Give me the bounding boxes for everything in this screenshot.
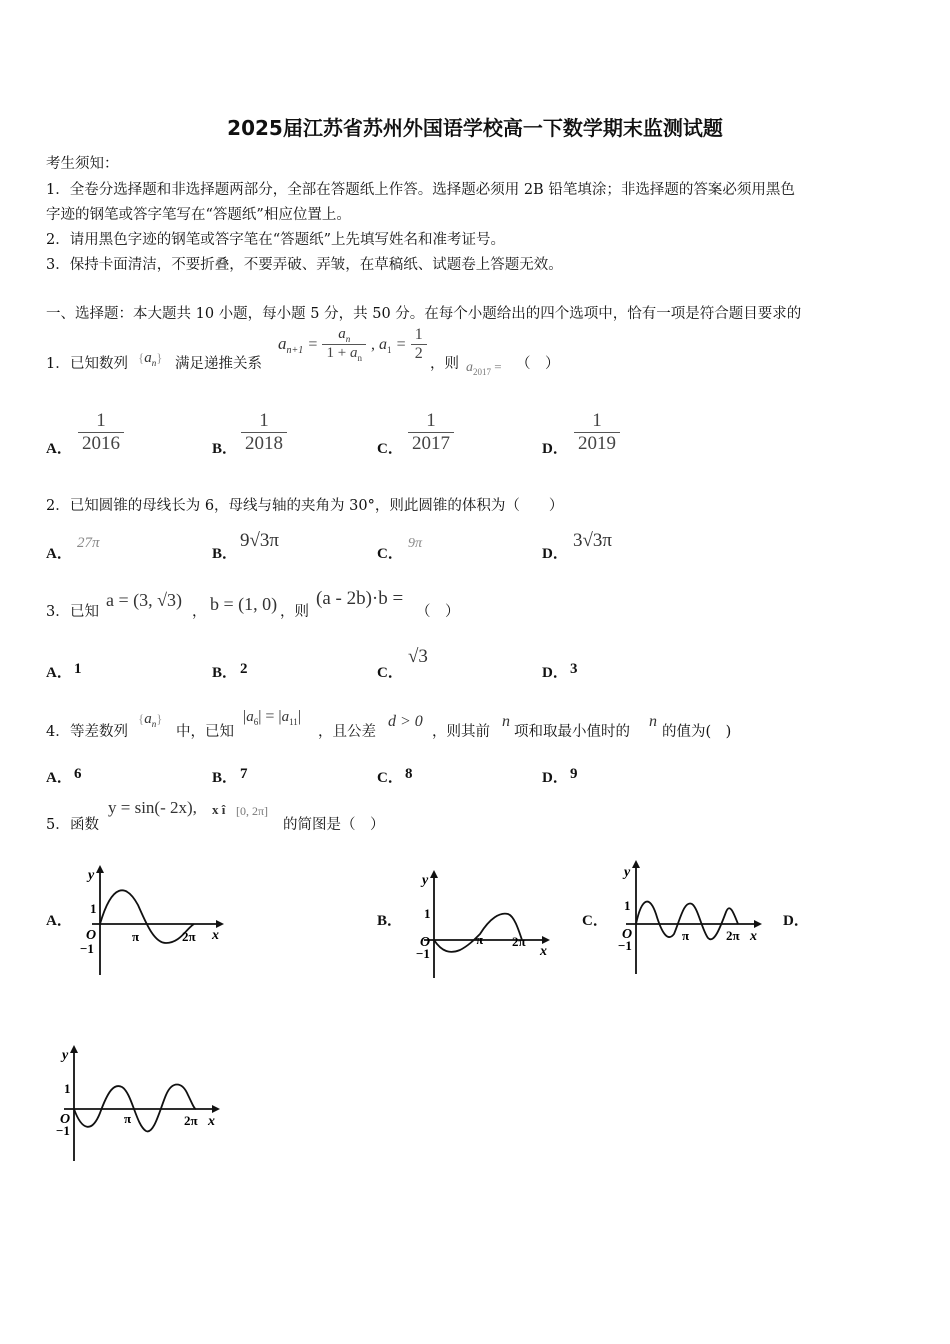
graph-c-y-label: y <box>624 865 631 880</box>
graph-d-pi-label: π <box>124 1111 132 1126</box>
graph-d-one-label: 1 <box>64 1081 71 1096</box>
q5-graph-d[interactable] <box>54 1043 224 1161</box>
graph-d-x-label: x <box>208 1114 215 1129</box>
graph-d-y-label: y <box>62 1048 69 1063</box>
q1-text-1: 已知数列 <box>70 356 128 372</box>
page-title: 2025届江苏省苏州外国语学校高一下数学期末监测试题 <box>227 116 723 140</box>
q1-blank: （ ） <box>516 356 560 372</box>
q3-vector-b: b = (1, 0) <box>210 594 278 614</box>
q3-option-a-label[interactable]: A． <box>46 665 72 681</box>
q1-option-d-label[interactable]: D． <box>542 441 568 457</box>
graph-c-x-label: x <box>750 929 757 944</box>
graph-a-x-label: x <box>212 928 219 943</box>
q1-text-3: ，则 <box>430 356 459 372</box>
q1-option-b-value: 1 2018 <box>241 410 287 455</box>
q1-option-a-label[interactable]: A． <box>46 441 72 457</box>
q5-option-b-label[interactable]: B． <box>377 913 403 929</box>
q5-graph-a[interactable] <box>70 863 230 975</box>
q2-option-d-value: 3√3π <box>573 530 613 551</box>
q4-option-a-value: 6 <box>74 766 82 782</box>
q1-option-a-value: 1 2016 <box>78 410 124 455</box>
q2-text: 2．已知圆锥的母线长为 6，母线与轴的夹角为 30°，则此圆锥的体积为（ ） <box>46 498 564 514</box>
q2-option-a-value: 27π <box>77 535 100 551</box>
q3-blank: （ ） <box>416 604 460 620</box>
graph-b-y-label: y <box>422 873 429 888</box>
graph-c-neg-one-label: −1 <box>618 938 632 953</box>
q5-domain: [0, 2π] <box>236 804 269 818</box>
q3-vector-a: a = (3, √3) <box>106 590 183 610</box>
graph-b-two-pi-label: 2π <box>512 934 526 949</box>
q3-option-a-value: 1 <box>74 661 82 677</box>
q3-number: 3． <box>46 604 70 620</box>
graph-a-neg-one-label: −1 <box>80 941 94 956</box>
q2-option-b-value: 9√3π <box>240 530 280 551</box>
q5-text-2: 的简图是（ ） <box>283 817 385 833</box>
q5-number: 5． <box>46 817 70 833</box>
graph-d-two-pi-label: 2π <box>184 1113 198 1128</box>
notice-line-1b: 字迹的钢笔或答字笔写在“答题纸”相应位置上。 <box>46 207 351 223</box>
q4-d-condition: d > 0 <box>388 713 423 730</box>
graph-a-two-pi-label: 2π <box>182 929 196 944</box>
q4-option-b-label[interactable]: B． <box>212 770 238 786</box>
q5-function: y = sin(- 2x), <box>108 798 197 817</box>
q4-n-2: n <box>649 713 657 730</box>
graph-b-origin-label: O <box>420 935 431 950</box>
q4-condition: $|a_6| = |a_{11}|$ <box>243 708 302 728</box>
q1-text-2: 满足递推关系 <box>175 356 262 372</box>
q4-option-a-label[interactable]: A． <box>46 770 72 786</box>
graph-c-two-pi-label: 2π <box>726 928 740 943</box>
q1-target-term: $a_{2017}$ = <box>466 359 502 378</box>
q4-option-b-value: 7 <box>240 766 248 782</box>
graph-c-origin-label: O <box>622 927 633 942</box>
q2-option-c-value: 9π <box>408 536 423 551</box>
q4-option-d-label[interactable]: D． <box>542 770 568 786</box>
graph-b-one-label: 1 <box>424 906 431 921</box>
q3-expression: (a - 2b)·b = <box>316 588 404 609</box>
q1-option-c-label[interactable]: C． <box>377 441 403 457</box>
graph-d-neg-one-label: −1 <box>56 1123 70 1138</box>
q4-number: 4． <box>46 724 70 740</box>
notice-line-2: 2．请用黑色字迹的钢笔或答字笔在“答题纸”上先填写姓名和准考证号。 <box>46 232 506 248</box>
q4-text-6: 的值为( ) <box>662 724 732 740</box>
q2-option-d-label[interactable]: D． <box>542 546 568 562</box>
q3-text-3: ，则 <box>280 604 309 620</box>
q2-option-a-label[interactable]: A． <box>46 546 72 562</box>
q4-text-4: ，则其前 <box>432 724 490 740</box>
q5-graph-c[interactable] <box>612 858 767 974</box>
q3-text-2: ， <box>192 604 207 620</box>
q5-text-1: 函数 <box>70 817 99 833</box>
q4-n-1: n <box>502 713 510 730</box>
q4-text-3: ，且公差 <box>318 724 376 740</box>
q4-option-c-value: 8 <box>405 766 413 782</box>
q3-text-1: 已知 <box>70 604 99 620</box>
q3-option-c-label[interactable]: C． <box>377 665 403 681</box>
q5-x-in: x î <box>212 802 226 817</box>
q1-option-d-value: 1 2019 <box>574 410 620 455</box>
q4-sequence-symbol: $\{a_n\}$ <box>138 711 163 730</box>
q4-option-c-label[interactable]: C． <box>377 770 403 786</box>
graph-c-one-label: 1 <box>624 898 631 913</box>
q5-option-a-label[interactable]: A． <box>46 913 72 929</box>
q3-option-c-value: √3 <box>408 646 428 667</box>
q5-option-d-label[interactable]: D． <box>783 913 809 929</box>
graph-a-y-label: y <box>88 868 95 883</box>
q3-option-b-value: 2 <box>240 661 248 677</box>
graph-b-x-label: x <box>540 944 547 959</box>
graph-b-pi-label: π <box>476 932 484 947</box>
q5-option-c-label[interactable]: C． <box>582 913 608 929</box>
graph-b-neg-one-label: −1 <box>416 946 430 961</box>
q1-option-b-label[interactable]: B． <box>212 441 238 457</box>
q3-option-d-label[interactable]: D． <box>542 665 568 681</box>
notice-line-1a: 1．全卷分选择题和非选择题两部分，全部在答题纸上作答。选择题必须用 2B 铅笔填涂；非选择题的答案必须用黑色 <box>46 182 795 198</box>
q1-number: 1． <box>46 356 70 372</box>
q3-option-d-value: 3 <box>570 661 578 677</box>
q4-text-2: 中，已知 <box>176 724 234 740</box>
q2-option-b-label[interactable]: B． <box>212 546 238 562</box>
graph-a-origin-label: O <box>86 928 97 943</box>
q1-sequence-symbol: $\{a_n\}$ <box>138 350 163 369</box>
q4-text-1: 等差数列 <box>70 724 128 740</box>
section-heading: 一、选择题：本大题共 10 小题，每小题 5 分，共 50 分。在每个小题给出的四个选项中，恰有一项是符合题目要求的 <box>46 306 802 322</box>
q4-option-d-value: 9 <box>570 766 578 782</box>
notice-line-3: 3．保持卡面清洁，不要折叠，不要弄破、弄皱，在草稿纸、试题卷上答题无效。 <box>46 257 563 273</box>
graph-c-pi-label: π <box>682 928 690 943</box>
notice-heading: 考生须知： <box>46 156 119 172</box>
q3-option-b-label[interactable]: B． <box>212 665 238 681</box>
graph-d-origin-label: O <box>60 1112 71 1127</box>
graph-a-one-label: 1 <box>90 901 97 916</box>
q5-graph-b[interactable] <box>406 868 556 978</box>
q4-text-5: 项和取最小值时的 <box>514 724 630 740</box>
q1-recurrence-formula: $a_{n+1}$ = $\frac{a_n}{1 + a_n}$ , $a_1$ = $\frac{1}{2}$ <box>278 326 427 363</box>
graph-a-pi-label: π <box>132 929 140 944</box>
q2-option-c-label[interactable]: C． <box>377 546 403 562</box>
q1-option-c-value: 1 2017 <box>408 410 454 455</box>
